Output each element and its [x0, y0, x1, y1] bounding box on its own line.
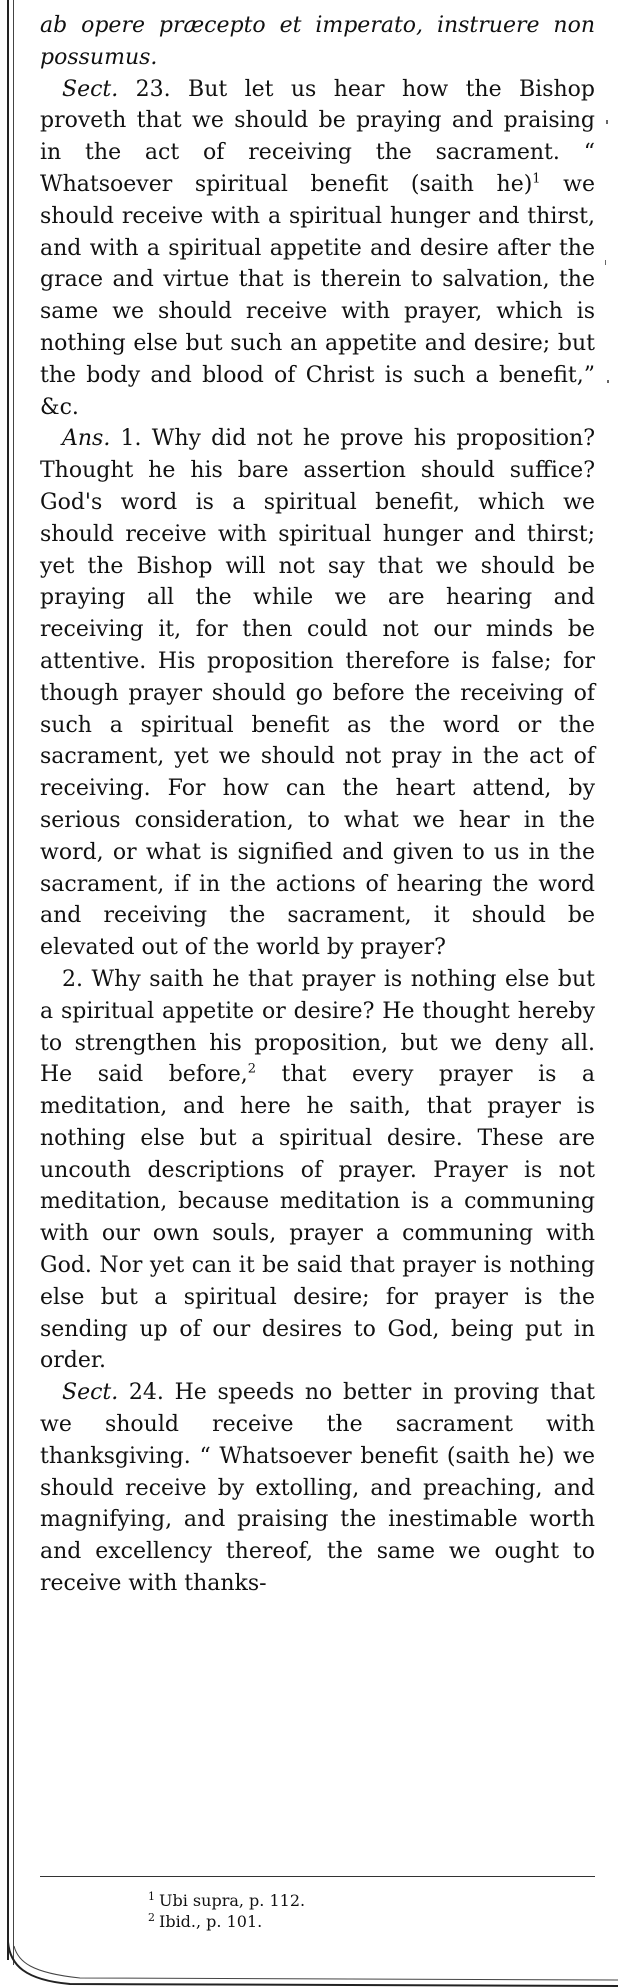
answer-number: 1. [120, 426, 142, 452]
scan-speck [605, 260, 606, 265]
section-23-text-part-2: we should receive with a spiritual hunger and thirst, and with a spiritual appetite and desire after the grace and virtue that is therein to salvation, the same we should receive with prayer, which is nothing else but such an appetite and desire; but the body and blood of Christ is such a benefit,” &c. [40, 171, 596, 420]
footnote-2 [148, 1911, 305, 1932]
footnote-ref-2: 2 [247, 1061, 257, 1077]
footnote-mark: 1 [148, 1889, 155, 1903]
section-24-text: He speeds no better in proving that we should receive the sacrament with thanksgiving. “ Whatsoever benefit (saith he) we should receive by extolling, and preaching, and magnifying, and praising the inestimable worth and excellency thereof, the same we ought to receive with thanks- [40, 1380, 595, 1597]
section-label: Sect. [62, 1380, 119, 1406]
answer-2-text-part-1: 2. Why saith he that prayer is nothing else but a spiritual appetite or desire? He thought hereby to strengthen his proposition, but we deny all. He said before, [40, 966, 595, 1088]
page-bottom-edge [0, 1940, 618, 1988]
answer-2-paragraph [40, 964, 595, 1377]
left-margin-inner-rule [13, 0, 14, 1965]
latin-phrase: ab opere præcepto et imperato, instruere non possumus. [40, 13, 595, 70]
latin-continuation [40, 10, 595, 74]
footnote-divider [40, 1876, 595, 1877]
answer-1-paragraph [40, 423, 595, 964]
footnote-text: Ubi supra, p. 112. [159, 1891, 306, 1910]
section-23-text-part-1: But let us hear how the Bishop proveth that we should be praying and praising in the act of receiving the sacrament. “ Whatsoever spiritual benefit (saith he) [40, 76, 595, 197]
section-label: Sect. [62, 76, 119, 102]
section-23-paragraph [40, 74, 595, 424]
section-24-paragraph [40, 1377, 595, 1600]
footnote-text: Ibid., p. 101. [159, 1912, 263, 1931]
footnotes [148, 1890, 305, 1932]
answer-1-text: Why did not he prove his proposition? Thought he his bare assertion should suffice? God's word is a spiritual benefit, which we should receive with spiritual hunger and thirst; yet the Bishop will not say that we should be praying all the while we are hearing and receiving it, for then could not our minds be attentive. His proposition therefore is false; for though prayer should go before the receiving of such a spiritual benefit as the word or the sacrament, yet we should not pray in the act of receiving. For how can the heart attend, by serious consideration, to what we hear in the word, or what is signified and given to us in the sacrament, if in the actions of hearing the word and receiving the sacrament, it should be elevated out of the world by prayer? [40, 426, 595, 961]
scan-speck [606, 120, 608, 124]
left-margin-rule [7, 0, 9, 1960]
section-number: 23. [135, 76, 171, 102]
footnote-ref-1: 1 [532, 171, 541, 187]
answer-2-text-part-2: that every prayer is a meditation, and here he saith, that prayer is nothing else but a spiritual desire. These are uncouth descriptions of prayer. Prayer is not meditation, because meditation is a communing with our own souls, prayer a communing with God. Nor yet can it be said that prayer is nothing else but a spiritual desire; for prayer is the sending up of our desires to God, being put in order. [40, 1062, 595, 1374]
scan-speck [607, 380, 609, 383]
footnote-mark: 2 [148, 1910, 155, 1924]
footnote-1 [148, 1890, 305, 1911]
page-body [40, 10, 595, 1600]
section-number: 24. [128, 1380, 164, 1406]
answer-label: Ans. [62, 426, 111, 452]
